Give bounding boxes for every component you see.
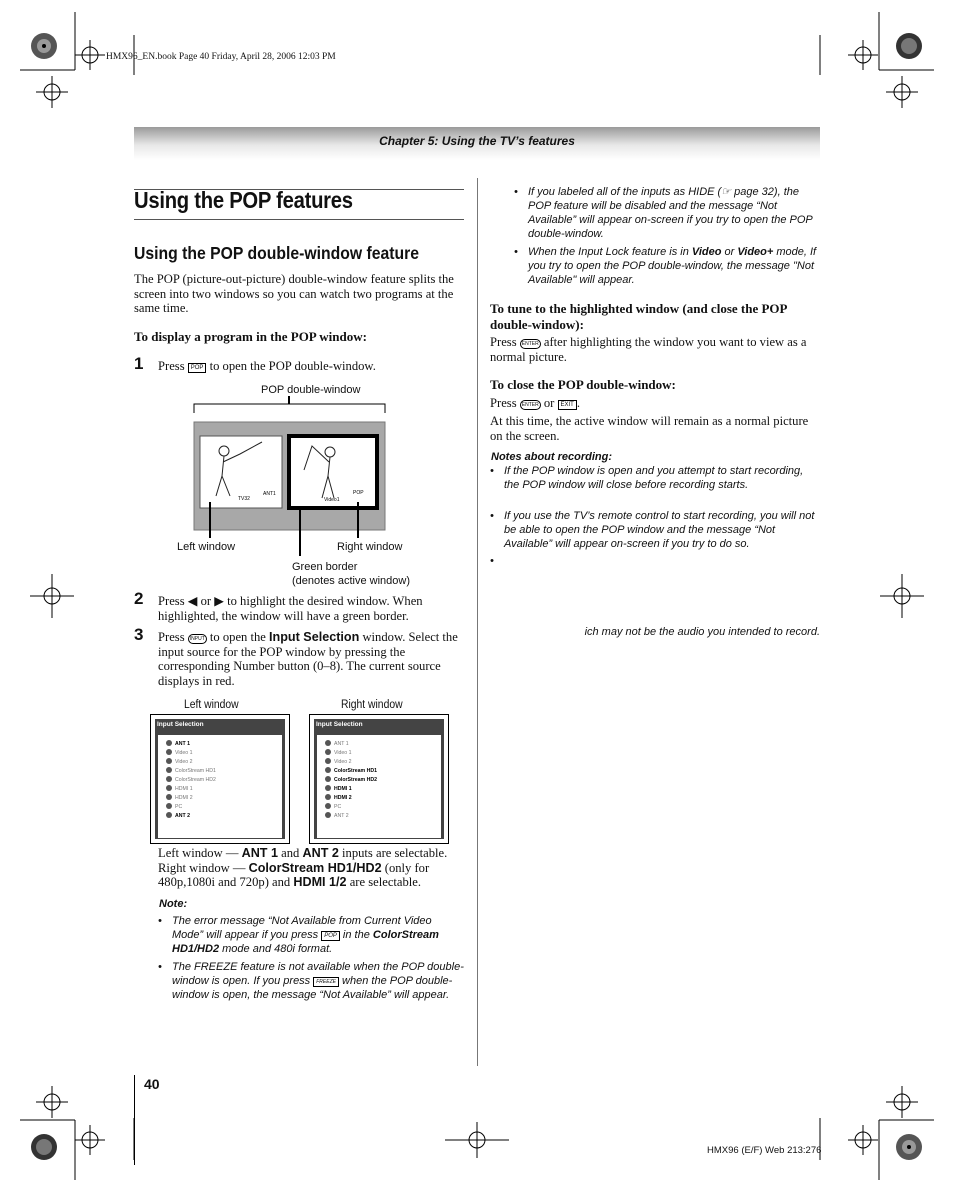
green-border-label: Green border (denotes active window) [292, 561, 411, 587]
input-option[interactable]: ColorStream HD2 [166, 776, 216, 783]
input-option[interactable]: ANT 2 [325, 812, 349, 819]
close-note: At this time, the active window will remain as a normal picture on the screen. [490, 414, 809, 443]
step-2-number: 2 [134, 589, 144, 608]
input-option[interactable]: Video 2 [325, 758, 352, 765]
column-divider [477, 178, 478, 1066]
left-panel-caption: Left window [184, 699, 239, 711]
pop-figure-top-label: POP double-window [261, 384, 361, 396]
input-option[interactable]: ColorStream HD1 [325, 767, 377, 774]
note-1: • The error message “Not Available from Current Video Mode” will appear if you press POP in the ColorStream HD1/HD2 mode and 480i format. [158, 915, 439, 955]
title-rule-bottom [134, 219, 464, 220]
input-option[interactable]: Video 1 [166, 749, 193, 756]
recording-note-2: • If you use the TV’s remote control to start recording, you will not be able to open the POP window and the message “Not Available” will appear on-screen if you try to do so. [490, 510, 815, 550]
input-option[interactable]: HDMI 2 [325, 794, 352, 801]
input-option[interactable]: ColorStream HD2 [325, 776, 377, 783]
left-window-label: Left window [177, 541, 236, 553]
note-2: • The FREEZE feature is not available when the POP double-window is open. If you press FREEZE when the POP double-window is open, the message “Not Available” will appear. [158, 961, 464, 1001]
reference-icon: ☞ [721, 186, 732, 198]
step-1-number: 1 [134, 354, 144, 373]
step-3-text: Press INPUT to open the Input Selection window. Select the input source for the POP window by pressing the corresponding Number button (0–8). The current source displays in red. [158, 630, 458, 688]
display-heading: To display a program in the POP window: [134, 329, 367, 344]
freeze-button-icon: FREEZE [313, 977, 339, 987]
close-text: Press ENTER or EXIT . [490, 396, 581, 410]
recording-note-3-fragment: ich may not be the audio you intended to record. [584, 626, 820, 638]
pop-button-icon: POP [321, 931, 340, 941]
intro-paragraph: The POP (picture-out-picture) double-window feature splits the screen into two windows so you can watch two programs at the same time. [134, 272, 454, 315]
file-header: HMX96_EN.book Page 40 Friday, April 28, 2006 12:03 PM [106, 52, 336, 62]
enter-button-icon: ENTER [521, 341, 539, 347]
right-bullet-1: • If you labeled all of the inputs as HIDE (☞ page 32), the POP feature will be disabled and the message “Not Available” will appear on-screen if you try to open the POP double-window. [514, 186, 813, 240]
right-window-label: Right window [337, 541, 403, 553]
input-option[interactable]: HDMI 1 [166, 785, 193, 792]
recording-note-1: • If the POP window is open and you attempt to start recording, the POP window will close before recording starts. [490, 465, 804, 491]
recording-heading: Notes about recording: [491, 451, 613, 463]
tune-heading: To tune to the highlighted window (and close the POP double-window): [490, 301, 787, 332]
page-number-rule [134, 1075, 135, 1165]
pop-button-icon: POP [188, 363, 207, 373]
exit-button-icon: EXIT [558, 400, 577, 410]
right-input-selection-panel: Input Selection ANT 1 Video 1 Video 2 ColorStream HD1 ColorStream HD2 HDMI 1 HDMI 2 PC ANT 2 0 - 8 / INPUT to Select [309, 714, 449, 844]
input-option[interactable]: ANT 2 [166, 812, 190, 819]
fig-video1: Video1 [324, 497, 340, 503]
step-1-text: Press POP to open the POP double-window. [158, 359, 376, 373]
input-option[interactable]: Video 1 [325, 749, 352, 756]
input-option[interactable]: ANT 1 [166, 740, 190, 747]
fig-tv32: TV32 [238, 496, 250, 502]
step-2-text: Press ◀ or ▶ to highlight the desired window. When highlighted, the window will have a green border. [158, 594, 423, 623]
chapter-band [134, 127, 820, 160]
input-option[interactable]: HDMI 2 [166, 794, 193, 801]
close-heading: To close the POP double-window: [490, 377, 676, 392]
input-option[interactable]: ColorStream HD1 [166, 767, 216, 774]
page-number: 40 [144, 1076, 160, 1092]
input-option[interactable]: HDMI 1 [325, 785, 352, 792]
footer-code: HMX96 (E/F) Web 213:276 [707, 1145, 822, 1156]
enter-button-icon: ENTER [521, 402, 539, 408]
section-title: Using the POP double-window feature [134, 243, 419, 263]
input-button-icon: INPUT [189, 636, 205, 642]
note-heading: Note: [159, 898, 188, 910]
step-3-number: 3 [134, 625, 144, 644]
fig-ant1: ANT1 [263, 491, 276, 497]
right-panel-caption: Right window [341, 699, 403, 711]
fig-pop: POP [353, 490, 364, 496]
input-option[interactable]: PC [166, 803, 182, 810]
input-option[interactable]: ANT 1 [325, 740, 349, 747]
left-input-selection-panel: Input Selection ANT 1 Video 1 Video 2 ColorStream HD1 ColorStream HD2 HDMI 1 HDMI 2 PC ANT 2 0 - 8 / INPUT to Select [150, 714, 290, 844]
tune-text: Press ENTER after highlighting the window you want to view as a normal picture. [490, 335, 807, 364]
input-option[interactable]: PC [325, 803, 341, 810]
selectable-text: Left window — ANT 1 and ANT 2 inputs are selectable. Right window — ColorStream HD1/HD2 (only for 480p,1080i and 720p) and HDMI 1/2 are selectable. [158, 846, 448, 889]
chapter-title: Chapter 5: Using the TV’s features [379, 134, 575, 148]
right-bullet-2: • When the Input Lock feature is in Video or Video+ mode, If you try to open the POP double-window, the message "Not Available" will appear. [514, 246, 817, 286]
page-title: Using the POP features [134, 187, 353, 213]
input-option[interactable]: Video 2 [166, 758, 193, 765]
